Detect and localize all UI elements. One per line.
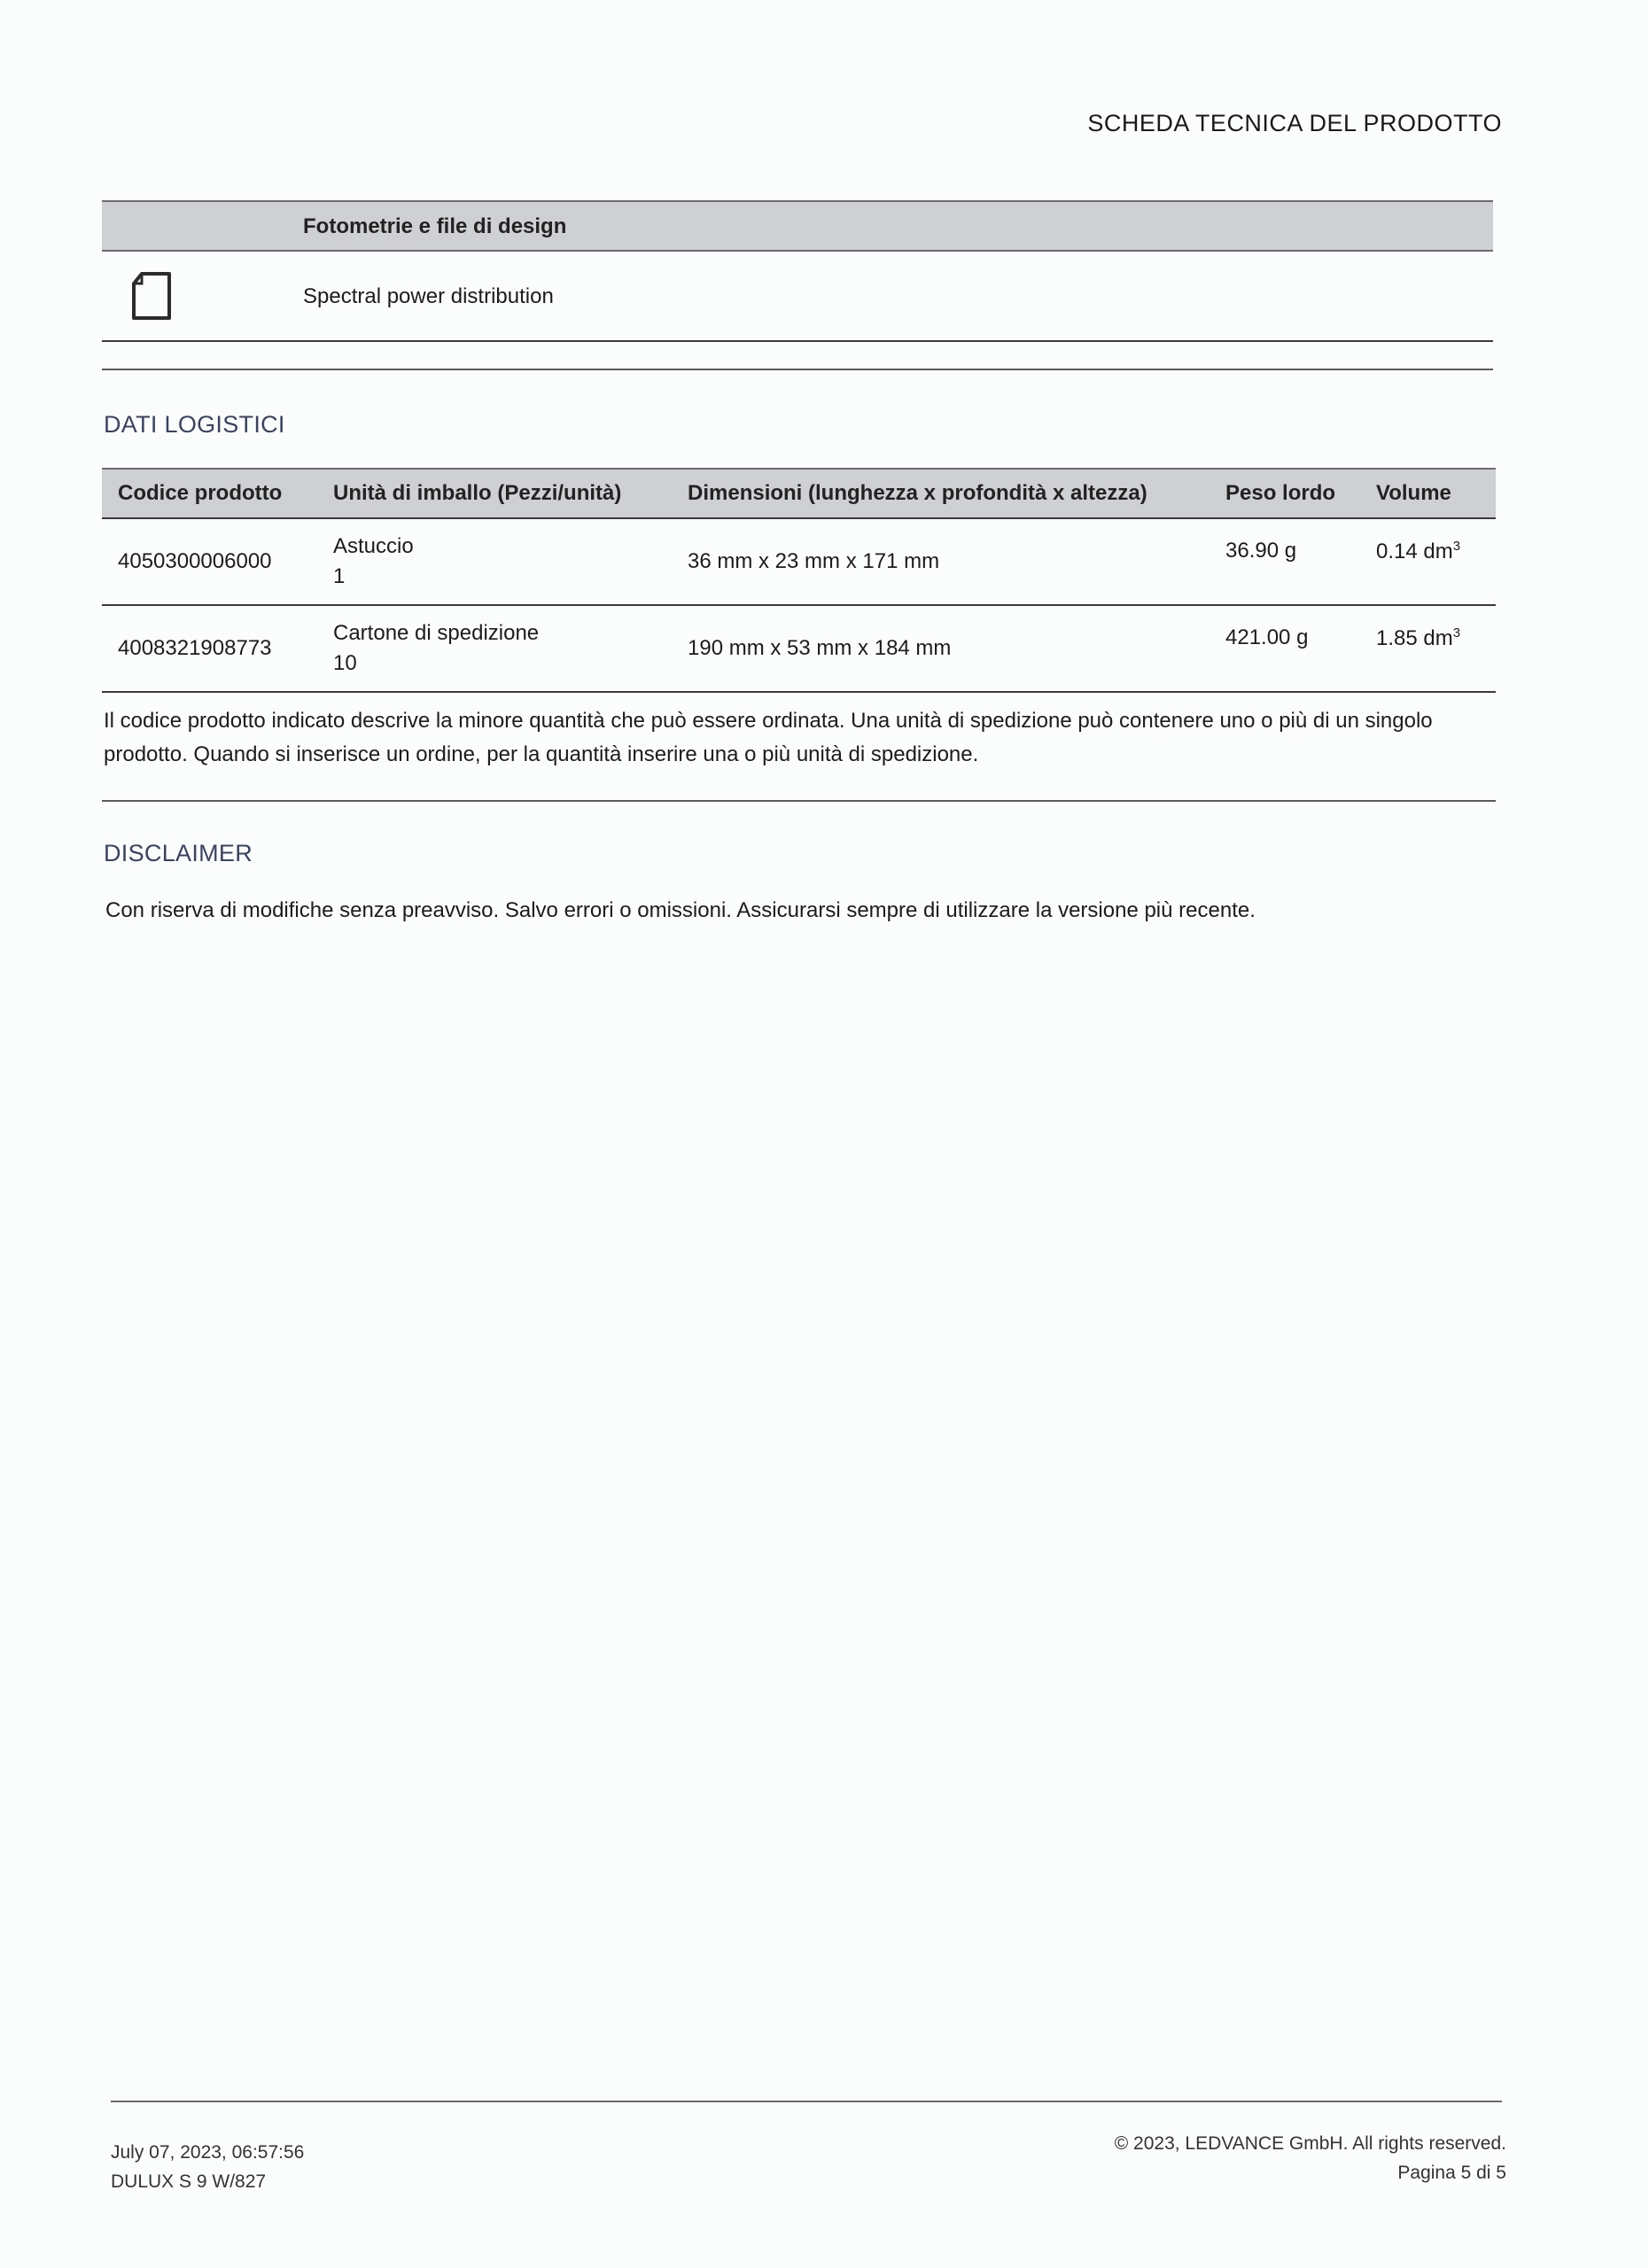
gross-weight-cell: 36.90 g: [1210, 518, 1360, 605]
packaging-unit-pieces: 10: [333, 651, 357, 675]
product-code-cell: 4008321908773: [102, 605, 317, 692]
column-header-weight: Peso lordo: [1210, 469, 1360, 518]
design-files-header: [102, 200, 1493, 252]
logistics-title: DATI LOGISTICI: [104, 411, 285, 438]
packaging-unit-pieces: 1: [333, 564, 346, 588]
column-header-dimensions: Dimensioni (lunghezza x profondità x altezza): [672, 469, 1210, 518]
volume-value: 0.14 dm: [1376, 540, 1453, 563]
section-divider: [102, 369, 1493, 370]
page-number: Pagina 5 di 5: [1397, 2163, 1506, 2183]
disclaimer-title: DISCLAIMER: [104, 840, 253, 866]
product-code-cell: 4050300006000: [102, 518, 317, 605]
design-file-label[interactable]: Spectral power distribution: [303, 284, 554, 308]
packaging-unit-cell: [317, 605, 672, 692]
column-header-code: Codice prodotto: [102, 469, 317, 518]
footer-date: July 07, 2023, 06:57:56: [111, 2142, 305, 2163]
column-header-unit: Unità di imballo (Pezzi/unità): [317, 469, 672, 518]
logistics-note: Il codice prodotto indicato descrive la minore quantità che può essere ordinata. Una unità di spedizione può contenere uno o più di un singolo prodotto. Quando si inserisce un ordine, per la quantità inserire una o più unità di spedizione.: [104, 709, 1433, 766]
gross-weight-cell: 421.00 g: [1210, 605, 1360, 692]
footer-divider: [111, 2101, 1502, 2102]
volume-cell: [1360, 605, 1496, 692]
table-row: [102, 518, 1496, 605]
footer-left: [111, 2138, 304, 2196]
packaging-unit-cell: [317, 518, 672, 605]
table-header-row: [102, 469, 1496, 518]
document-title: SCHEDA TECNICA DEL PRODOTTO: [1087, 110, 1502, 136]
packaging-unit-name: Cartone di spedizione: [333, 621, 540, 645]
document-icon: [131, 271, 172, 321]
volume-exponent: 3: [1452, 539, 1461, 554]
logistics-table: [102, 468, 1496, 693]
design-files-title: Fotometrie e file di design: [303, 214, 567, 238]
dimensions-cell: 190 mm x 53 mm x 184 mm: [672, 605, 1210, 692]
dimensions-cell: 36 mm x 23 mm x 171 mm: [672, 518, 1210, 605]
column-header-volume: Volume: [1360, 469, 1496, 518]
disclaimer-text: Con riserva di modifiche senza preavviso. Salvo errori o omissioni. Assicurarsi sempre di utilizzare la versione più recente.: [105, 898, 1256, 922]
table-row: [102, 605, 1496, 692]
design-file-row[interactable]: [102, 252, 1493, 342]
footer-product-name: DULUX S 9 W/827: [111, 2171, 267, 2192]
volume-cell: [1360, 518, 1496, 605]
packaging-unit-name: Astuccio: [333, 534, 414, 558]
footer-copyright: © 2023, LEDVANCE GmbH. All rights reserved.: [1114, 2133, 1506, 2154]
footer-right: [1115, 2129, 1506, 2187]
volume-exponent: 3: [1452, 625, 1461, 641]
volume-value: 1.85 dm: [1376, 626, 1453, 650]
section-divider: [102, 800, 1496, 802]
